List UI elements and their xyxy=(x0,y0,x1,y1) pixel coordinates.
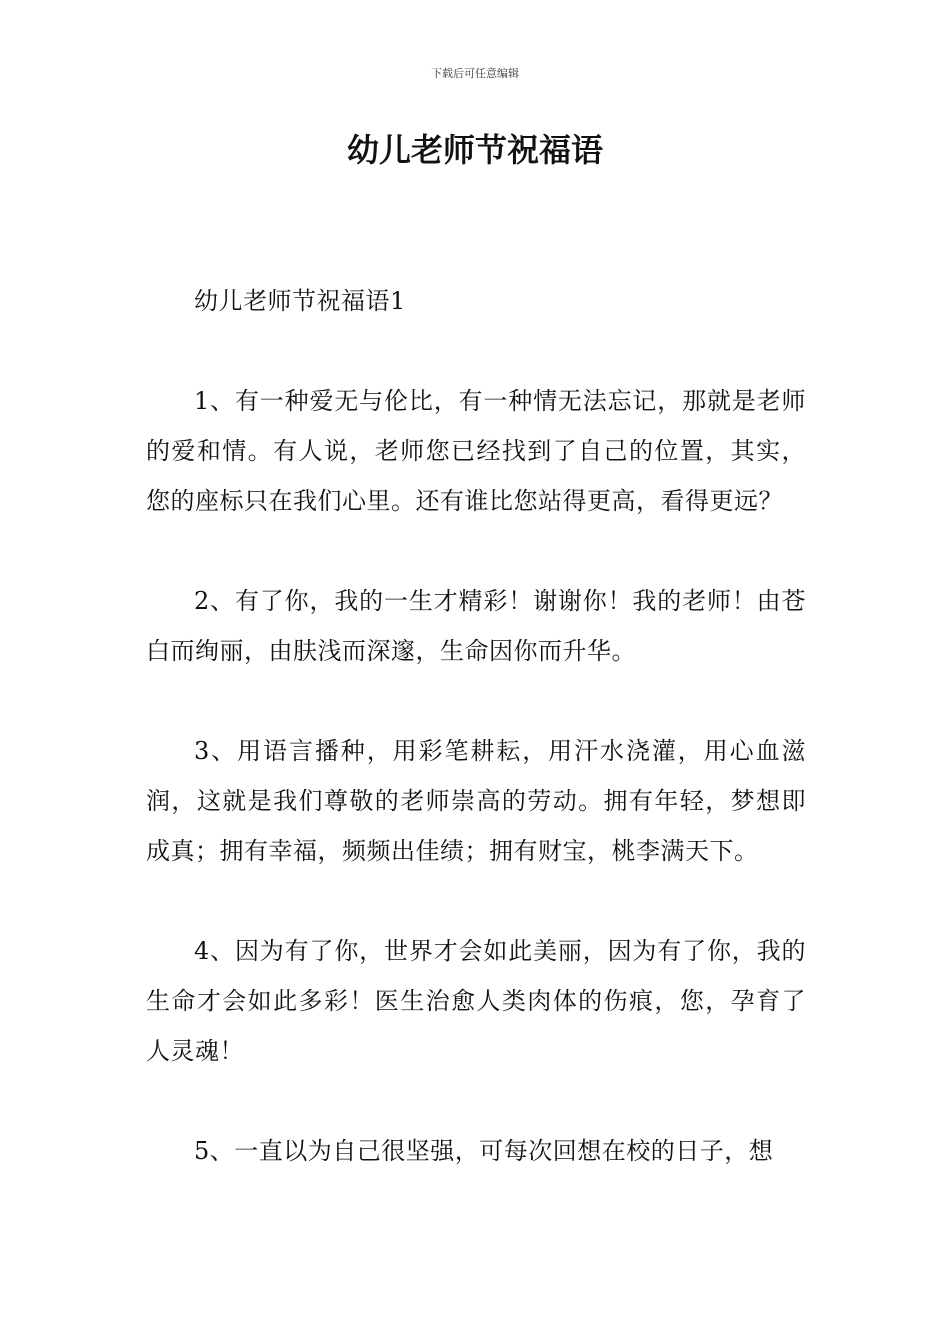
paragraph-1: 1、有一种爱无与伦比，有一种情无法忘记，那就是老师的爱和情。有人说，老师您已经找到了自己的位置，其实，您的座标只在我们心里。还有谁比您站得更高，看得更远？ xyxy=(146,387,806,515)
paragraph-2: 2、有了你，我的一生才精彩！谢谢你！我的老师！由苍白而绚丽，由肤浅而深邃，生命因你而升华。 xyxy=(146,587,806,665)
document-body xyxy=(146,276,806,1226)
paragraph-3: 3、用语言播种，用彩笔耕耘，用汗水浇灌，用心血滋润，这就是我们尊敬的老师崇高的劳动。拥有年轻，梦想即成真；拥有幸福，频频出佳绩；拥有财宝，桃李满天下。 xyxy=(146,737,806,865)
section-heading: 幼儿老师节祝福语1 xyxy=(194,287,406,315)
paragraph-5: 5、一直以为自己很坚强，可每次回想在校的日子，想 xyxy=(194,1137,774,1165)
paragraph-4: 4、因为有了你，世界才会如此美丽，因为有了你，我的生命才会如此多彩！医生治愈人类肉体的伤痕，您，孕育了人灵魂！ xyxy=(146,937,806,1065)
document-title: 幼儿老师节祝福语 xyxy=(346,131,603,169)
header-note: 下载后可任意编辑 xyxy=(431,67,519,80)
